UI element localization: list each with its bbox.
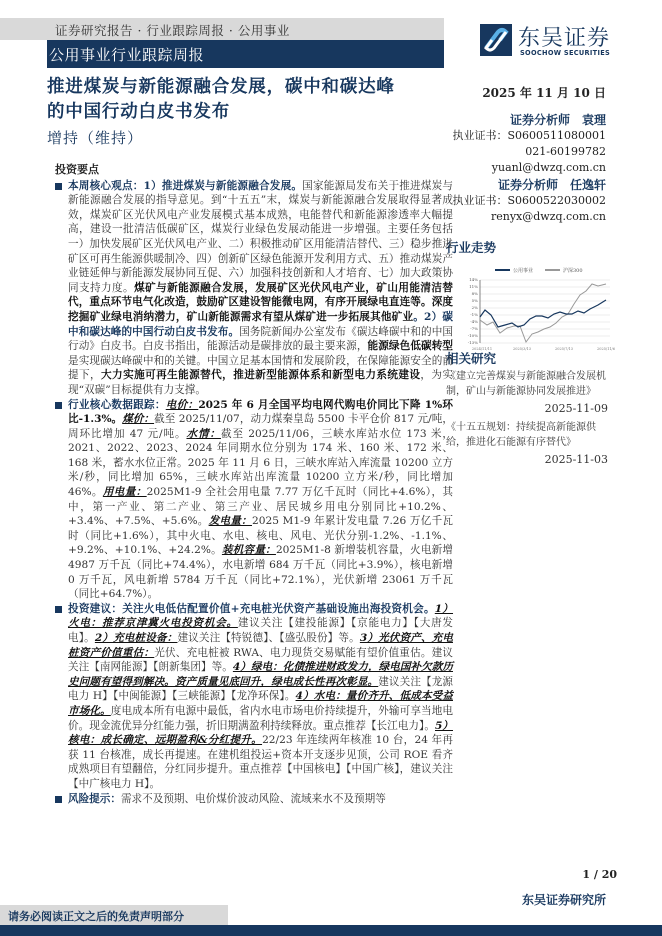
bullet-investment-advice bbox=[55, 602, 453, 792]
coal-text: 截至 2025/11/07，动力煤秦皇岛 5500 卡平仓价 817 元/吨，周环比增加 47 元/吨。 bbox=[68, 413, 453, 440]
svg-text:-4%: -4% bbox=[470, 319, 478, 324]
analyst-2 bbox=[452, 177, 606, 225]
price-label: 电价： bbox=[165, 398, 199, 411]
capacity-text: 2025M1-8 新增装机容量，火电新增 4987 万千瓦（同比+74.4%），水电新增 684 万千瓦（同比+3.9%），核电新增 0 万千瓦，风电新增 5784 万千瓦（同比+72.1%），光伏新增 23061 万千瓦（同比+64.7%）。 bbox=[68, 544, 454, 601]
svg-text:-1%: -1% bbox=[470, 312, 478, 317]
generation-label: 发电量： bbox=[208, 515, 252, 528]
related-item-title: 《十五五规划：持续提高新能源供给，推进化石能源有序替代》 bbox=[446, 422, 596, 448]
report-title bbox=[47, 75, 447, 125]
analyst-email[interactable]: renyx@dwzq.com.cn bbox=[490, 210, 606, 223]
point-2-text-b: 是实现碳达峰碳中和的关键。中国立足基本国情和发展阶段，在保障能源安全的前提下， bbox=[68, 354, 453, 382]
svg-text:5%: 5% bbox=[471, 298, 478, 303]
soochow-logo bbox=[475, 20, 625, 62]
logo-mark-icon bbox=[480, 24, 512, 56]
consumption-label: 用电量： bbox=[102, 486, 147, 499]
analyst-name: 证券分析师 袁理 bbox=[509, 113, 606, 127]
sector-5-text: 度电成本所有电源中最低，省内水电市场电价持续提升，外输可享当地电价。现金流优异分红能力强，折旧期满盈利持续释放。重点推荐【长江电力】。 bbox=[68, 704, 454, 732]
point-2-emphasis-b: 大力实施可再生能源替代，推进新型能源体系和新型电力系统建设 bbox=[101, 369, 421, 382]
point-2-text-c: ，为实现“双碳”目标提供有力支撑。 bbox=[68, 369, 454, 396]
related-title: 相关研究 bbox=[446, 351, 497, 366]
analyst-phone: 021-60199782 bbox=[525, 145, 606, 158]
related-item[interactable] bbox=[446, 420, 608, 467]
bullet-square-icon bbox=[55, 796, 62, 803]
sector-4-label: 4）绿电：化债推进财政发力，绿电国补欠款历史问题有望得到解决。资产质量见底回升，绿电成长性再次彰显。 bbox=[68, 661, 453, 688]
bullet-square-icon bbox=[55, 606, 62, 613]
point-1-text: 国家能源局发布关于推进煤炭与新能源融合发展的指导意见。到“十五五”末，煤炭与新能源融合发展取得显著成效，煤炭矿区光伏风电产业发展模式基本成熟，电能替代和新能源渗透率大幅提高，建设一批清洁低碳矿区，煤炭行业绿色发展动能进一步增强。主要任务包括一）加快发展矿区光伏风电产业、二）积极推动矿区用能清洁替代、三）稳步推进矿区可再生能源供暖制冷、四）创新矿区绿色能源开发利用方式、五）推动煤炭产业链延伸与新能源发展协同互促、六）加强科技创新和人才培育、七）加大政策协同支持力度。 bbox=[68, 179, 454, 294]
svg-text:8%: 8% bbox=[471, 291, 478, 296]
svg-text:2024/11/11: 2024/11/11 bbox=[471, 347, 493, 351]
point-2-title: 。2）碳中和碳达峰的中国行动白皮书发布。 bbox=[68, 310, 454, 338]
bullet-core-data bbox=[55, 398, 453, 602]
disclaimer-bar bbox=[0, 905, 228, 925]
point-2-emphasis-a: 能源绿色低碳转型 bbox=[367, 340, 454, 353]
sector-1-label: 1）火电：推荐京津冀火电投资机会。 bbox=[68, 602, 454, 630]
related-item-date: 2025-11-09 bbox=[544, 402, 608, 415]
point-2-text: 国务院新闻办公室发布《碳达峰碳中和的中国行动》白皮书。白皮书指出，能源活动是碳排放的最主要来源， bbox=[68, 325, 453, 353]
sector-6-label: 5）核电：成长确定、远期盈利&分红提升。 bbox=[68, 719, 453, 747]
bullet-core-view bbox=[55, 179, 453, 398]
svg-text:2025/7/13: 2025/7/13 bbox=[555, 347, 573, 351]
logo-text-en: SOOCHOW SECURITIES bbox=[520, 49, 611, 57]
sector-6-text: 22/23 年连续两年核准 10 台，24 年再获 11 台核准，成长再提速。在建机组投运+资本开支逐步见顶，公司 ROE 看齐成熟项目有望翻倍，分红同步提升。重点推荐【中国核电】【中国广核】，建议关注【中广核电力 H】。 bbox=[68, 734, 453, 790]
water-text: 截至 2025/11/06，三峡水库站水位 173 米，2021、2022、2023、2024 年同期水位分别为 174 米、160 米、172 米、168 米，蓄水水位正常。2025 年 11 月 6 日，三峡水库站入库流量 10200 立方米/秒，同比增加 65%，三峡水库站出库流量 10200 立方米/秒，同比增加 46%。 bbox=[68, 427, 454, 499]
section-heading: 投资要点 bbox=[55, 163, 99, 176]
svg-text:2%: 2% bbox=[471, 305, 478, 310]
analyst-email[interactable]: yuanl@dwzq.com.cn bbox=[491, 161, 606, 174]
related-item-title: 《建立完善煤炭与新能源融合发展机制，矿山与新能源协同发展推进》 bbox=[446, 371, 606, 397]
sector-5-label: 4）水电：量价齐升、低成本受益市场化。 bbox=[68, 690, 453, 717]
logo-text-cn: 东吴证券 bbox=[518, 26, 611, 51]
svg-text:2025/3/13: 2025/3/13 bbox=[513, 347, 531, 351]
report-type: 公用事业行业跟踪周报 bbox=[49, 46, 205, 64]
bullet-square-icon bbox=[55, 402, 62, 409]
sector-3-label: 3）光伏资产、充电桩资产价值重估： bbox=[68, 632, 453, 659]
sector-4-text: 建议关注【龙源电力 H】【中闽能源】【三峡能源】【龙净环保】。 bbox=[68, 675, 454, 703]
svg-text:11%: 11% bbox=[469, 284, 478, 289]
report-date: 2025 年 11 月 10 日 bbox=[482, 86, 606, 100]
title-line-1: 推进煤炭与新能源融合发展，碳中和碳达峰 bbox=[47, 77, 395, 97]
page-number: 1 / 20 bbox=[582, 868, 617, 881]
related-item[interactable] bbox=[446, 369, 608, 416]
svg-text:14%: 14% bbox=[469, 277, 478, 282]
generation-text: 2025 M1-9 年累计发电量 7.26 万亿千瓦时（同比+1.6%），其中火电、水电、核电、风电、光伏分别-1.2%、-1.1%、+9.2%、+10.1%、+24.2%。 bbox=[68, 515, 454, 557]
footer-bar bbox=[0, 925, 662, 936]
bullet-lead: 行业核心数据跟踪： bbox=[68, 398, 166, 411]
report-type-bar bbox=[47, 40, 444, 68]
point-1-title: 1）推进煤炭与新能源融合发展。 bbox=[143, 179, 303, 192]
breadcrumb-bar bbox=[0, 18, 444, 40]
related-item-date: 2025-11-03 bbox=[544, 453, 608, 466]
investment-highlights bbox=[55, 163, 453, 806]
trend-title: 行业走势 bbox=[446, 240, 497, 255]
sector-2-text: 建议关注【特锐德】、【盛弘股份】等。 bbox=[177, 632, 360, 644]
related-research-list bbox=[446, 365, 608, 467]
bullet-lead: 风险提示： bbox=[68, 792, 121, 805]
analyst-license: 执业证书：S0600511080001 bbox=[452, 129, 606, 142]
institute-name: 东吴证券研究所 bbox=[521, 893, 606, 907]
analyst-name: 证券分析师 任逸轩 bbox=[497, 178, 606, 192]
breadcrumb: 证券研究报告 · 行业跟踪周报 · 公用事业 bbox=[55, 23, 290, 38]
title-line-2: 的中国行动白皮书发布 bbox=[47, 102, 230, 122]
bullet-risk bbox=[55, 792, 453, 807]
sector-1-text: 建议关注【建投能源】【京能电力】【大唐发电】。 bbox=[68, 617, 453, 644]
svg-text:2025/11/6: 2025/11/6 bbox=[597, 347, 615, 351]
capacity-label: 装机容量： bbox=[221, 544, 276, 557]
bullet-lead: 本周核心观点： bbox=[68, 179, 144, 192]
risk-text: 需求不及预期、电价煤价波动风险、流域来水不及预期等 bbox=[120, 792, 386, 805]
rating: 增持（维持） bbox=[47, 129, 144, 147]
sector-2-label: 2）充电桩设备： bbox=[94, 632, 178, 644]
analyst-1 bbox=[452, 112, 606, 176]
bullet-square-icon bbox=[55, 183, 62, 190]
point-1-emphasis: 煤矿与新能源融合发展，发展矿区光伏风电产业，矿山用能清洁替代，重点环节电气化改造，鼓励矿区建设智能微电网，有序开展绿电直连等。深度挖掘矿业绿电消纳潜力，矿山新能源需求有望从煤矿进一步拓展其他矿业 bbox=[68, 281, 454, 323]
svg-text:-10%: -10% bbox=[467, 333, 478, 338]
svg-text:-7%: -7% bbox=[470, 326, 478, 331]
industry-trend-chart bbox=[460, 265, 620, 357]
svg-text:-13%: -13% bbox=[467, 340, 478, 345]
svg-text:沪深300: 沪深300 bbox=[563, 268, 583, 274]
price-text: 2025 年 6 月全国平均电网代购电价同比下降 1%环比-1.3%。 bbox=[68, 398, 454, 426]
coal-label: 煤价： bbox=[122, 413, 155, 426]
water-label: 水情： bbox=[186, 427, 221, 440]
disclaimer-text: 请务必阅读正文之后的免责声明部分 bbox=[8, 910, 184, 923]
sector-3-text: 光伏、充电桩被 RWA、电力现货交易赋能有望价值重估。建议关注【南网能源】【朗新集团】等。 bbox=[68, 646, 454, 674]
bullet-lead: 投资建议：关注火电低估配置价值+充电桩光伏资产基础设施出海投资机会。 bbox=[68, 602, 435, 615]
consumption-text: 2025M1-9 全社会用电量 7.77 万亿千瓦时（同比+4.6%），其中，第一产业、第二产业、第三产业、居民城乡用电分别同比+10.2%、+3.4%、+7.5%、+5.6%。 bbox=[68, 486, 453, 528]
svg-text:公用事业: 公用事业 bbox=[513, 268, 534, 274]
analyst-license: 执业证书：S0600522030002 bbox=[452, 194, 606, 207]
